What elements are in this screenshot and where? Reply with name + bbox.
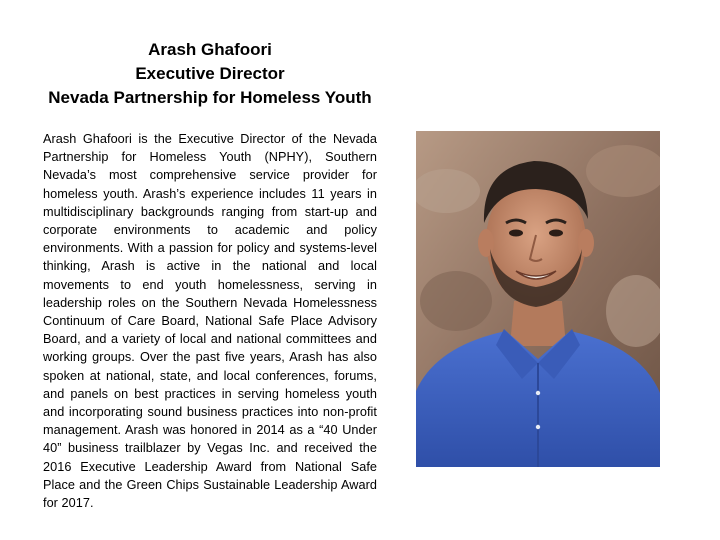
slide-title [0, 38, 420, 110]
person-role: Executive Director [135, 64, 285, 83]
biography-text: Arash Ghafoori is the Executive Director of the Nevada Partnership for Homeless Youth (NPHY), Southern Nevada’s most comprehensive service provider for homeless youth. Arash’s experience includes 11 years in multidisciplinary backgrounds ranging from start-up and corporate environments to academic and policy environments. With a passion for policy and systems-level thinking, Arash is active in the national and local movements to end youth homelessness, serving in leadership roles on the Southern Nevada Homelessness Continuum of Care Board, National Safe Place Advisory Board, and a variety of local and national committees and working groups. Over the past five years, Arash has also spoken at national, state, and local conferences, forums, and panels on best practices in serving homeless youth and incorporating sound business practices into non-profit management. Arash was honored in 2014 as a “40 Under 40” business trailblazer by Vegas Inc. and received the 2016 Executive Leadership Award from National Safe Place and the Green Chips Sustainable Leadership Award for 2017. [43, 132, 377, 511]
person-name: Arash Ghafoori [148, 40, 272, 59]
portrait-photo [416, 131, 660, 467]
organization-name: Nevada Partnership for Homeless Youth [48, 88, 372, 107]
